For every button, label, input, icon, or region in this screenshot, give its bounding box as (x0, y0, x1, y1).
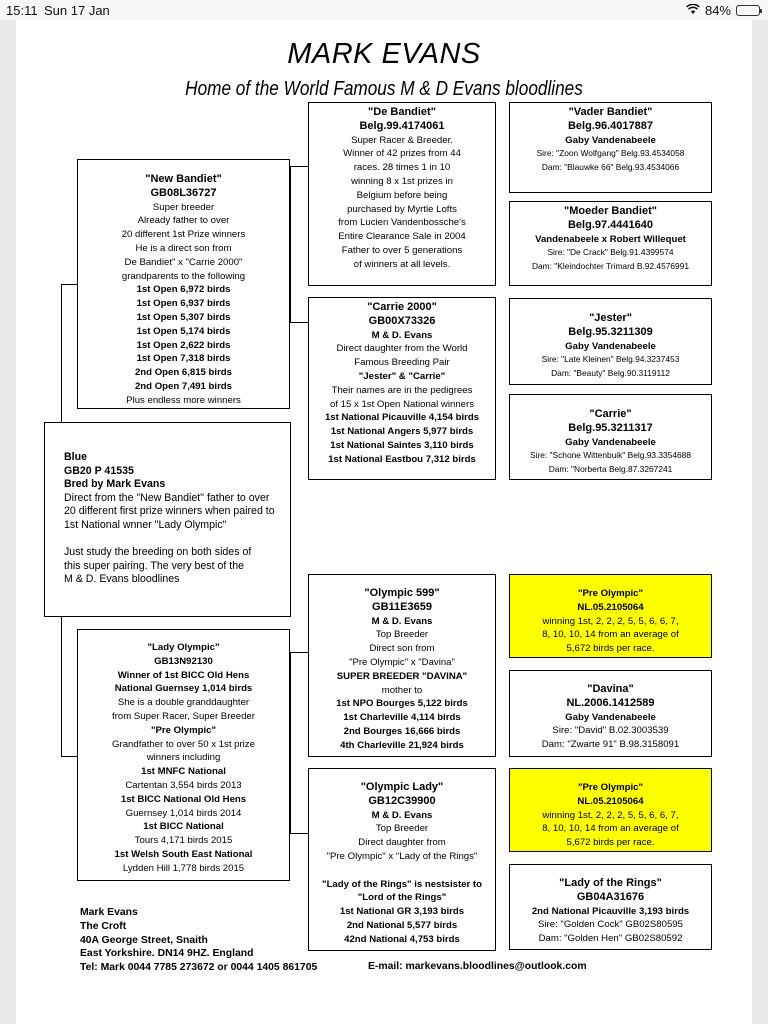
text-line: winners including (146, 752, 221, 764)
text-line: M & D. Evans (371, 329, 433, 341)
text-line: Grandfather to over 50 x 1st prize (112, 738, 255, 750)
text-line: "Olympic 599" (364, 587, 440, 599)
text-line: of winners at all levels. (353, 258, 451, 270)
text-line: Direct son from (369, 643, 435, 655)
text-line: 1st National Eastbou 7,312 birds (328, 453, 476, 465)
pedigree-box-blue (44, 422, 291, 617)
connector-line (290, 652, 309, 653)
pedigree-box-new-bandiet (77, 159, 290, 409)
text-line: "Pre Olympic" (150, 724, 217, 736)
text-line: 1st NPO Bourges 5,122 birds (336, 698, 468, 710)
text-line: Gaby Vandenabeele (565, 340, 656, 352)
wifi-icon (686, 4, 700, 18)
text-line: Belg.97.4441640 (567, 218, 653, 231)
text-line: 42nd National 4,753 birds (344, 933, 460, 945)
text-line: 20 different first prize winners when paired to (64, 505, 275, 518)
connector-line (290, 833, 309, 834)
text-line: "Lady of the Rings" (559, 877, 662, 889)
text-line: Mark Evans (80, 907, 138, 918)
text-line: mother to (381, 684, 423, 696)
text-line: 8, 10, 10, 14 from an average of (542, 629, 679, 641)
text-line: 1st National Picauville 4,154 birds (324, 412, 480, 424)
text-line: 1st Charleville 4,114 birds (343, 712, 461, 724)
status-date: Sun 17 Jan (44, 3, 110, 18)
text-line: Entire Clearance Sale in 2004 (338, 231, 466, 243)
text-line: Vandenabeele x Robert Willequet (535, 233, 686, 245)
text-line: Dam: "Beauty" Belg.90.3119112 (551, 368, 670, 379)
connector-line (61, 284, 62, 425)
connector-line (290, 322, 309, 323)
text-line: 1st National GR 3,193 birds (339, 906, 465, 918)
text-line: 1st Open 5,307 birds (136, 311, 231, 323)
text-line: 4th Charleville 21,924 birds (340, 739, 464, 751)
connector-line (290, 166, 291, 323)
text-line: Tours 4,171 birds 2015 (134, 835, 233, 847)
text-line: Dam: "Zwarte 91" B.98.3158091 (541, 739, 680, 751)
text-line: 2nd Open 7,491 birds (134, 380, 233, 392)
text-line: Super breeder (152, 201, 215, 213)
pedigree-box-olympic-lady (308, 768, 496, 951)
text-line: Bred by Mark Evans (64, 478, 166, 491)
text-line: "New Bandiet" (145, 173, 222, 185)
text-line: Top Breeder (375, 629, 429, 641)
text-line: 1st National Saintes 3,110 birds (330, 439, 474, 451)
pedigree-box-jester (509, 298, 712, 385)
text-line: 1st Open 5,174 birds (136, 325, 231, 337)
text-line: 1st National wnner "Lady Olympic" (64, 518, 227, 531)
text-line: 2nd Open 6,815 birds (134, 367, 233, 379)
text-line: purchased by Myrtle Lofts (347, 203, 457, 215)
text-line: winning 1st, 2, 2, 2, 5, 5, 6, 6, 7, (542, 615, 679, 627)
text-line: Tel: Mark 0044 7785 273672 or 0044 1405 861705 (80, 962, 318, 974)
text-line: Gaby Vandenabeele (565, 711, 656, 723)
text-line: Their names are in the pedigrees (331, 384, 473, 396)
text-line: Direct from the "New Bandiet" father to over (64, 491, 270, 504)
pedigree-box-de-bandiet (308, 102, 496, 286)
text-line: Direct daughter from the World (336, 343, 468, 355)
text-line: "Olympic Lady" (360, 781, 444, 793)
text-line: 1st National Angers 5,977 birds (330, 426, 474, 438)
text-line: NL.2006.1412589 (566, 696, 655, 709)
text-line: Sire: "De Crack" Belg.91.4399574 (547, 247, 674, 258)
page-subtitle: Home of the World Famous M & D Evans bloodlines (185, 78, 583, 100)
text-line: Top Breeder (375, 823, 429, 835)
text-line: Gaby Vandenabeele (565, 436, 656, 448)
text-line: Belg.99.4174061 (359, 119, 445, 132)
text-line: "Pre Olympic" x "Lady of the Rings" (326, 850, 478, 862)
connector-line (290, 652, 291, 834)
text-line: "Davina" (587, 683, 634, 695)
text-line: Cartentan 3,554 birds 2013 (125, 779, 242, 791)
contact-email: E-mail: markevans.bloodlines@outlook.com (368, 961, 587, 972)
text-line: "Pre Olympic" (577, 588, 644, 599)
battery-percent: 84% (704, 3, 731, 18)
text-line: GB13N92130 (154, 655, 213, 667)
text-line: Plus endless more winners (126, 394, 241, 406)
text-line: 5,672 birds per race. (566, 837, 655, 849)
text-line: "Lady Olympic" (147, 642, 220, 653)
pedigree-box-carrie (509, 394, 712, 480)
text-line: 1st Open 6,972 birds (136, 284, 231, 296)
text-line: 5,672 birds per race. (566, 643, 655, 655)
pedigree-box-vader-bandiet (509, 102, 712, 193)
text-line: Sire: "Schone Wittenbuik" Belg.93.3354688 (530, 450, 691, 461)
text-line: of 15 x 1st Open National winners (330, 398, 474, 410)
text-line: Super Racer & Breeder. (351, 134, 453, 146)
text-line: "De Bandiet" (368, 106, 436, 118)
text-line: "Pre Olympic" (577, 782, 644, 793)
pedigree-box-lady-olympic (77, 629, 290, 881)
text-line: De Bandiet" x "Carrie 2000" (124, 256, 243, 268)
text-line: "Moeder Bandiet" (564, 205, 657, 217)
text-line: "Vader Bandiet" (568, 106, 653, 118)
pedigree-box-davina (509, 670, 712, 757)
text-line: Dam: "Golden Hen" GB02S80592 (538, 933, 683, 945)
text-line: "Carrie 2000" (367, 301, 437, 313)
text-line: National Guernsey 1,014 birds (114, 683, 253, 695)
text-line: GB00X73326 (368, 314, 436, 327)
text-line: "Carrie" (589, 408, 632, 420)
text-line: M & D. Evans (371, 809, 433, 821)
text-line: GB11E3659 (372, 600, 432, 613)
pedigree-box-pre-olympic-1 (509, 574, 712, 658)
text-line: Famous Breeding Pair (354, 357, 450, 369)
connector-line (290, 166, 309, 167)
text-line: Dam: "Blauwke 66" Belg.93.4534066 (541, 162, 680, 173)
text-line: winning 8 x 1st prizes in (351, 175, 453, 187)
text-line: 20 different 1st Prize winners (121, 229, 246, 241)
text-line: Father to over 5 generations (341, 244, 463, 256)
contact-address (80, 906, 317, 975)
text-line: 1st MNFC National (141, 766, 226, 778)
text-line: 2nd National 5,577 birds (346, 919, 458, 931)
text-line: GB08L36727 (150, 186, 217, 199)
text-line: Dam: "Norberta Belg.87.3267241 (548, 464, 673, 475)
connector-line (61, 756, 77, 757)
text-line: Belg.96.4017887 (567, 119, 653, 132)
text-line: Blue (64, 451, 87, 463)
text-line: grandparents to the following (121, 270, 246, 282)
text-line: The Croft (80, 920, 127, 932)
text-line: Guernsey 1,014 birds 2014 (125, 807, 242, 819)
status-bar (0, 0, 768, 20)
text-line: NL.05.2105064 (577, 601, 644, 613)
text-line: Direct daughter from (358, 837, 446, 849)
text-line: from Super Racer, Super Breeder (112, 710, 255, 722)
text-line: GB20 P 41535 (64, 464, 134, 477)
status-time: 15:11 (6, 3, 38, 18)
text-line: 8, 10, 10, 14 from an average of (542, 823, 679, 835)
text-line: Already father to over (137, 215, 230, 227)
text-line: winning 1st, 2, 2, 2, 5, 5, 6, 6, 7, (542, 809, 679, 821)
text-line: SUPER BREEDER "DAVINA" (336, 670, 468, 682)
text-line: 2nd Bourges 16,666 birds (343, 725, 461, 737)
text-line: 1st Open 7,318 birds (136, 353, 231, 365)
pedigree-box-olympic-599 (308, 574, 496, 757)
text-line: He is a direct son from (135, 242, 232, 254)
text-line: "Lord of the Rings" (357, 892, 447, 904)
text-line: Just study the breeding on both sides of (64, 546, 252, 559)
text-line: Winner of 42 prizes from 44 (343, 148, 461, 160)
pedigree-document (16, 20, 752, 1024)
text-line (309, 864, 495, 878)
status-right (686, 3, 760, 18)
pedigree-box-moeder-bandiet (509, 201, 712, 286)
text-line: Lydden Hill 1,778 birds 2015 (122, 862, 245, 874)
text-line: M & D. Evans (371, 615, 433, 627)
text-line: 1st Open 2,622 birds (136, 339, 231, 351)
text-line: She is a double granddaughter (117, 697, 250, 709)
text-line: M & D. Evans bloodlines (64, 573, 180, 586)
text-line: this super pairing. The very best of the (64, 559, 244, 572)
connector-line (61, 284, 77, 285)
text-line: 1st BICC National (143, 821, 224, 833)
text-line: NL.05.2105064 (577, 795, 644, 807)
text-line: Sire: "Late Kleinen" Belg.94.3237453 (541, 354, 680, 365)
text-line: Belgium before being (356, 189, 448, 201)
text-line: Sire: "Zoon Wolfgang" Belg.93.4534058 (536, 148, 685, 159)
text-line: East Yorkshire. DN14 9HZ. England (80, 948, 254, 960)
text-line: 40A George Street, Snaith (80, 934, 208, 946)
text-line: GB12C39900 (368, 794, 436, 807)
text-line: 1st Welsh South East National (114, 848, 253, 860)
text-line: Belg.95.3211317 (568, 421, 653, 434)
text-line: "Jester" & "Carrie" (358, 370, 446, 382)
text-line: 1st Open 6,937 birds (136, 298, 231, 310)
page-title: MARK EVANS (287, 38, 481, 70)
text-line: Dam: "Kleindochter Trimard B.92.4576991 (531, 261, 690, 272)
text-line (64, 533, 290, 547)
text-line: 2nd National Picauville 3,193 birds (531, 905, 690, 917)
text-line: races. 28 times 1 in 10 (353, 162, 451, 174)
pedigree-box-pre-olympic-2 (509, 768, 712, 852)
text-line: GB04A31676 (576, 890, 645, 903)
pedigree-box-lady-of-the-rings (509, 864, 712, 950)
text-line: Gaby Vandenabeele (565, 134, 656, 146)
pedigree-box-carrie-2000 (308, 297, 496, 480)
text-line: Winner of 1st BICC Old Hens (117, 669, 250, 681)
text-line: 1st BICC National Old Hens (120, 793, 247, 805)
text-line: "Lady of the Rings" is nestsister to (322, 878, 482, 890)
text-line: Sire: "David" B.02.3003539 (552, 725, 669, 737)
text-line: from Lucien Vandenbossche's (338, 217, 466, 229)
text-line: "Pre Olympic" x "Davina" (349, 656, 455, 668)
text-line: Belg.95.3211309 (568, 325, 653, 338)
text-line: "Jester" (589, 312, 632, 324)
battery-icon (736, 5, 760, 16)
text-line: Sire: "Golden Cock" GB02S80595 (538, 919, 683, 931)
